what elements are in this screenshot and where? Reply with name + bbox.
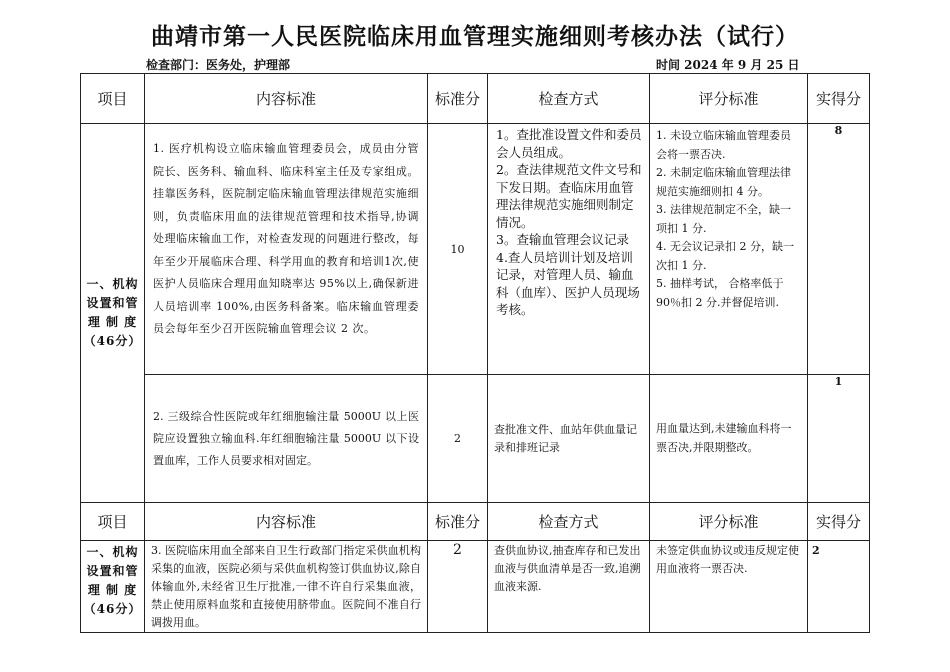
scoring-standard-cell: 用血量达到,未建输血科将一票否决,并限期整改。	[650, 375, 808, 503]
scoring-standard-cell: 未签定供血协议或违反规定使用血液将一票否决.	[650, 541, 808, 633]
check-method-cell: 查批准文件、血站年供血量记录和排班记录	[488, 375, 650, 503]
section-item-label: 一、机构 设置和管 理 制 度 （46分）	[81, 541, 145, 633]
header-content-standard: 内容标准	[145, 503, 428, 541]
header-standard-score: 标准分	[428, 503, 488, 541]
header-actual-score: 实得分	[808, 74, 870, 124]
table-row	[81, 375, 870, 503]
header-item: 项目	[81, 74, 145, 124]
header-scoring-standard: 评分标准	[650, 74, 808, 124]
header-actual-score: 实得分	[808, 503, 870, 541]
table-header-row	[81, 74, 870, 124]
standard-score-cell: 2	[428, 541, 488, 633]
header-standard-score: 标准分	[428, 74, 488, 124]
check-method-cell: 1。查批准设置文件和委员会人员组成。 2。查法律规范文件文号和下发日期。查临床用血管理法律规范实施细则制定情况。 3。查输血管理会议记录 4.查人员培训计划及培训记录，对管理人员、输血科（血库）、医护人员现场考核。	[488, 124, 650, 375]
table-row	[81, 124, 870, 375]
actual-score-cell: 1	[808, 375, 870, 503]
inspection-departments: 检查部门：医务处，护理部	[146, 58, 291, 72]
standard-score-cell: 2	[428, 375, 488, 503]
header-check-method: 检查方式	[488, 503, 650, 541]
content-standard-cell: 2. 三级综合性医院或年红细胞输注量 5000U 以上医院应设置独立输血科.年红细胞输注量 5000U 以下设置血库，工作人员要求相对固定。	[145, 375, 428, 503]
table-header-row	[81, 503, 870, 541]
table-row	[81, 541, 870, 633]
actual-score-cell: 2	[808, 541, 870, 633]
assessment-table	[80, 73, 870, 503]
header-scoring-standard: 评分标准	[650, 503, 808, 541]
header-check-method: 检查方式	[488, 74, 650, 124]
header-content-standard: 内容标准	[145, 74, 428, 124]
inspection-date: 时间 2024 年 9 月 25 日	[656, 58, 800, 72]
actual-score-cell: 8	[808, 124, 870, 375]
section-item-label: 一、机构 设置和管 理 制 度 （46分）	[81, 124, 145, 503]
scoring-standard-cell: 1. 未设立临床输血管理委员会将一票否决. 2. 未制定临床输血管理法律规范实施细则扣 4 分。 3. 法律规范制定不全，缺一项扣 1 分. 4. 无会议记录扣 2 分，缺一次扣 1 分. 5. 抽样考试， 合格率低于 90％扣 2 分.并督促培训.	[650, 124, 808, 375]
standard-score-cell: 10	[428, 124, 488, 375]
content-standard-cell: 1. 医疗机构设立临床输血管理委员会，成员由分管院长、医务科、输血科、临床科室主任及专家组成。挂靠医务科，医院制定临床输血管理法律规范实施细则，负责临床用血的法律规范管理和技术指导,协调处理临床输血工作，对检查发现的问题进行整改，每年至少开展临床合理、科学用血的教育和培训1次,使医护人员临床合理用血知晓率达 95%以上,确保新进人员培训率 100%,由医务科备案。临床输血管理委员会每年至少召开医院输血管理会议 2 次。	[145, 124, 428, 375]
check-method-cell: 查供血协议,抽查库存和已发出血液与供血清单是否一致,追溯血液来源.	[488, 541, 650, 633]
page-title: 曲靖市第一人民医院临床用血管理实施细则考核办法（试行）	[151, 24, 799, 50]
header-item: 项目	[81, 503, 145, 541]
content-standard-cell: 3. 医院临床用血全部来自卫生行政部门指定采供血机构采集的血液，医院必须与采供血机构签订供血协议,除自体输血外,未经省卫生厅批准,一律不许自行采集血液，禁止使用原料血浆和直接使用脐带血。医院间不准自行调拨用血。	[145, 541, 428, 633]
assessment-table-continued	[80, 502, 870, 633]
